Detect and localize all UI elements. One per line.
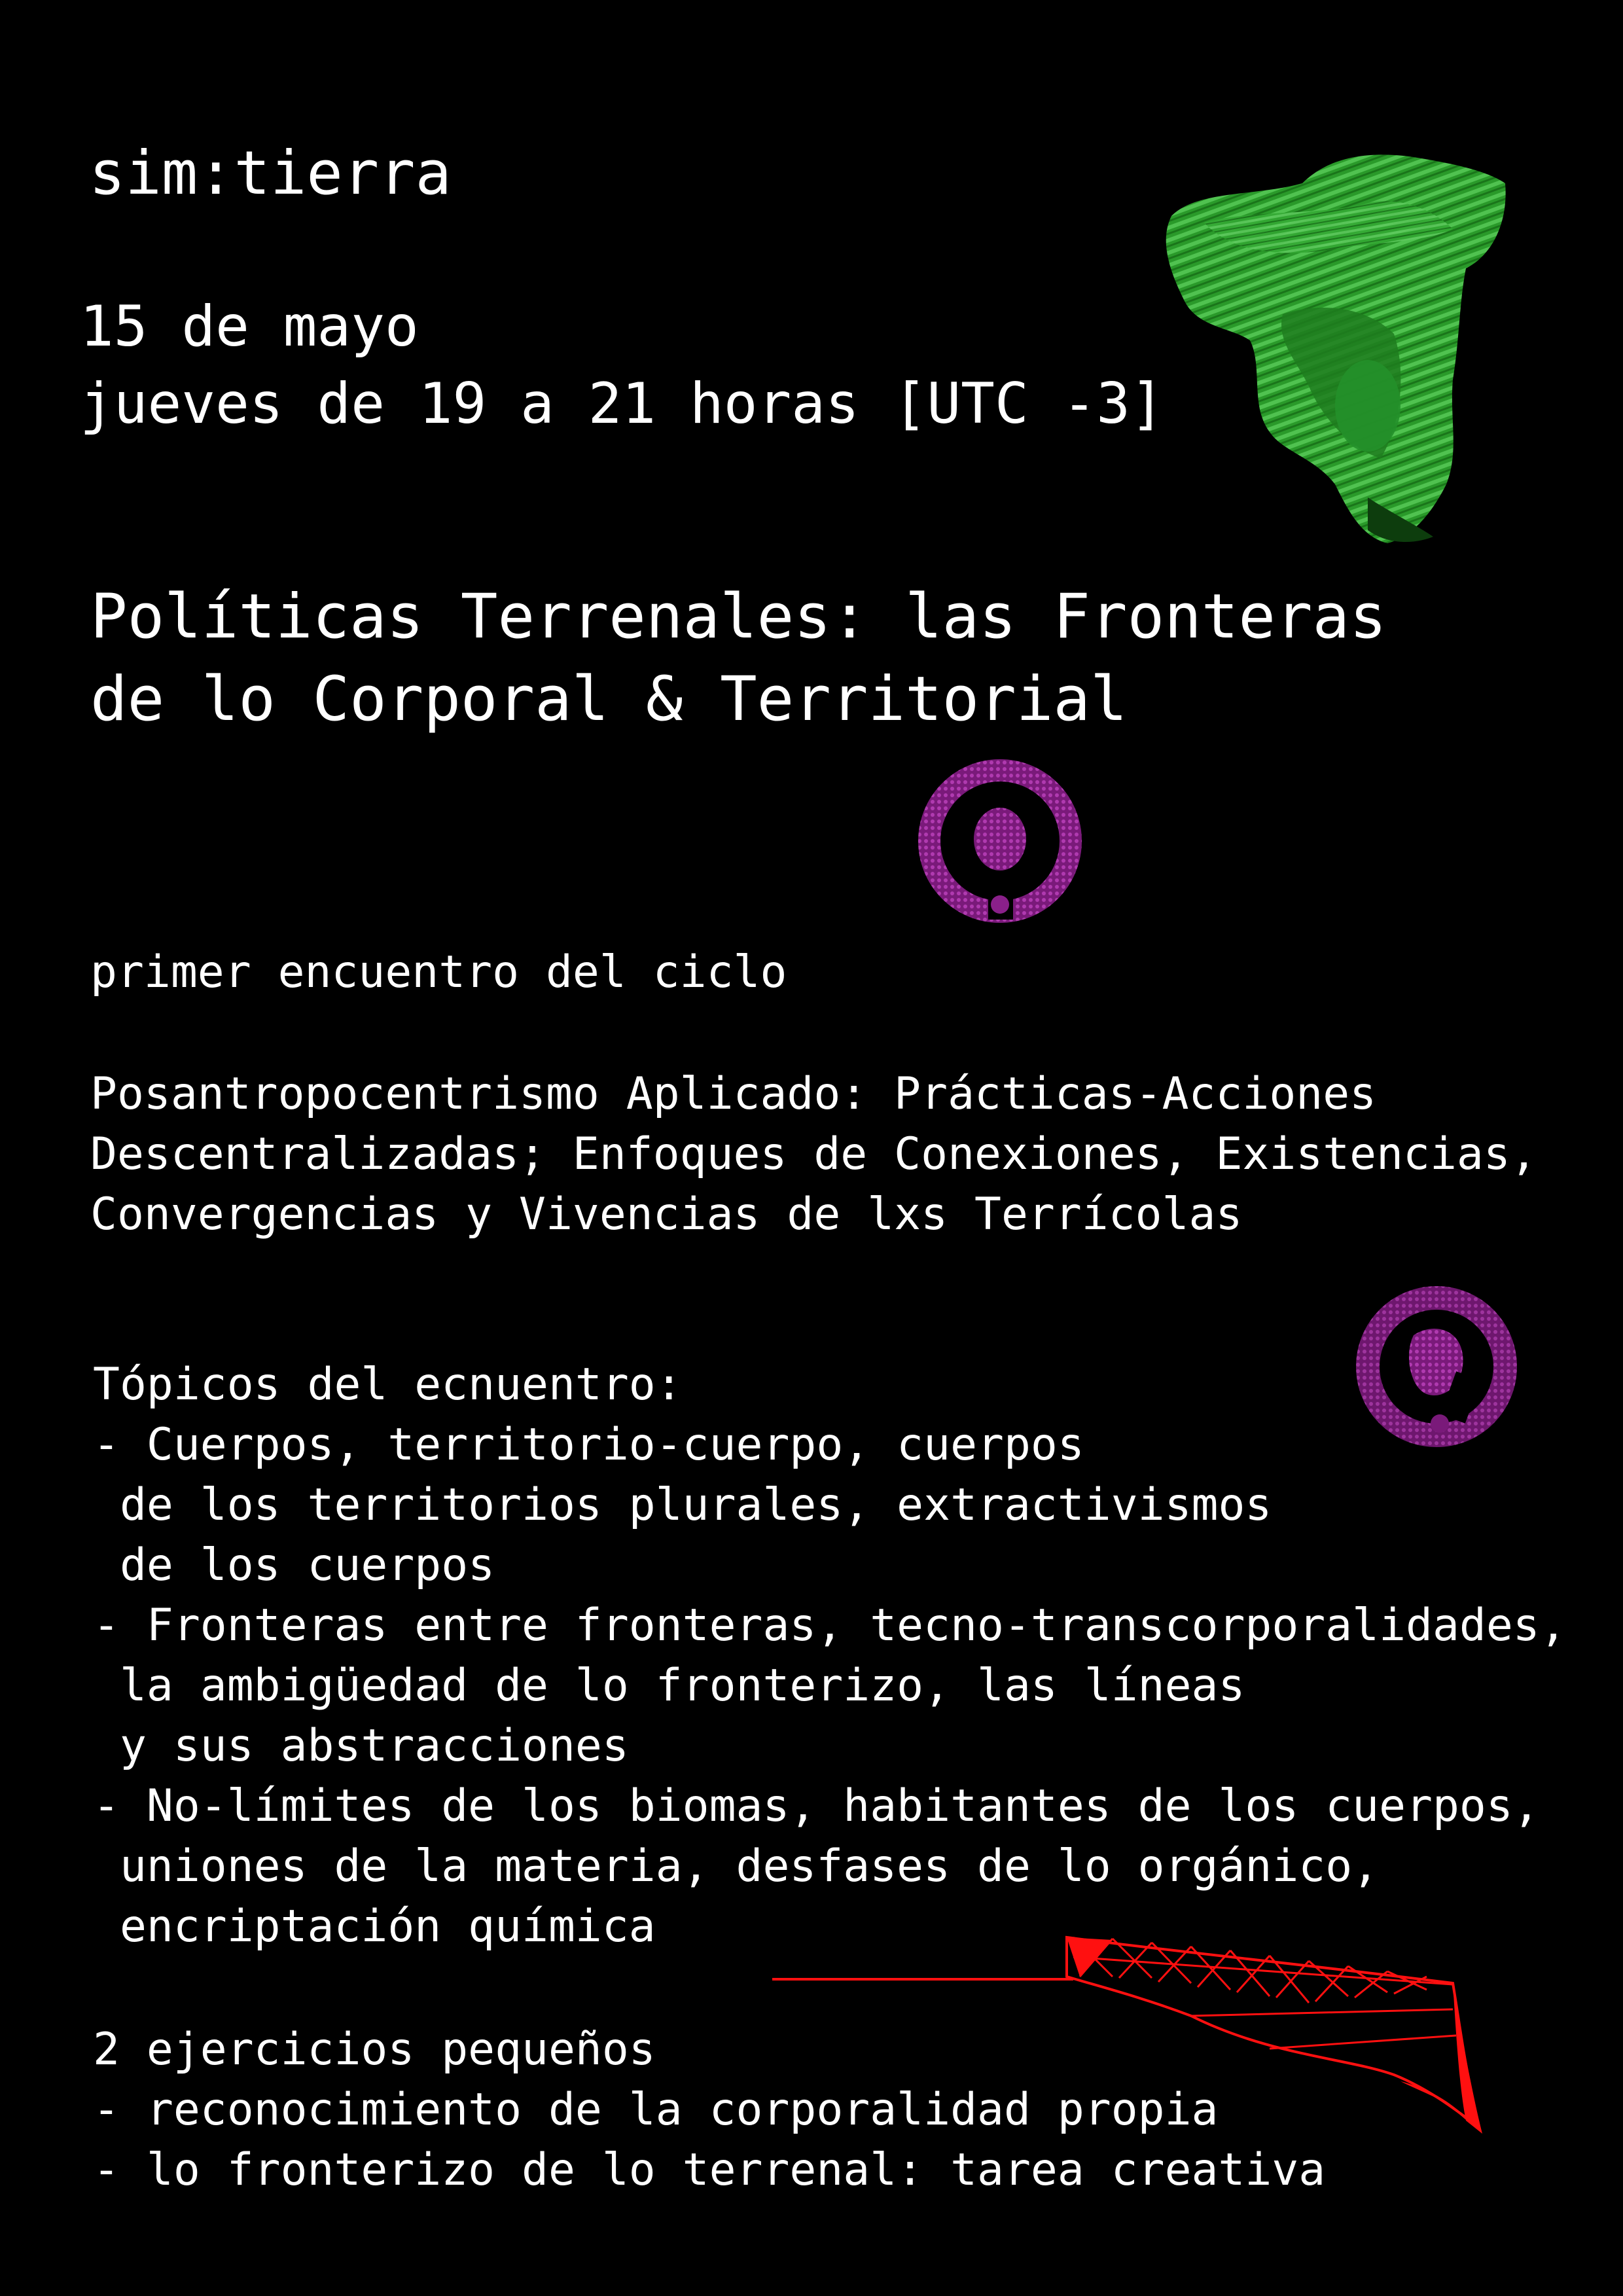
topic-line: y sus abstracciones <box>93 1720 629 1772</box>
topic-line: uniones de la materia, desfases de lo orgánico, <box>93 1840 1380 1892</box>
title-line-1: Políticas Terrenales: las Fronteras <box>90 581 1387 653</box>
topic-line: de los cuerpos <box>93 1539 495 1591</box>
topics-section <box>93 1355 1567 1957</box>
series-line: Convergencias y Vivencias de lxs Terrícolas <box>90 1189 1243 1240</box>
event-datetime <box>80 288 1164 442</box>
topic-line: de los territorios plurales, extractivismos <box>93 1479 1272 1531</box>
series-description <box>90 1064 1537 1245</box>
purple-ring-art <box>916 759 1086 929</box>
event-title <box>90 576 1387 741</box>
topic-line: - Fronteras entre fronteras, tecno-transcorporalidades, <box>93 1600 1567 1651</box>
exercises-heading: 2 ejercicios pequeños <box>93 2024 656 2075</box>
topic-line: la ambigüedad de lo fronterizo, las líneas <box>93 1660 1245 1712</box>
exercise-item: - lo fronterizo de lo terrenal: tarea creativa <box>93 2144 1326 2196</box>
event-date: 15 de mayo <box>80 294 419 359</box>
topic-line: - Cuerpos, territorio-cuerpo, cuerpos <box>93 1419 1084 1471</box>
topic-line: encriptación química <box>93 1901 656 1952</box>
exercise-item: - reconocimiento de la corporalidad propia <box>93 2084 1219 2136</box>
topics-heading: Tópicos del ecnuentro: <box>93 1359 683 1410</box>
red-bridge-art <box>772 1924 1492 2140</box>
cycle-label: primer encuentro del ciclo <box>90 946 787 998</box>
series-line: Posantropocentrismo Aplicado: Prácticas-Acciones <box>90 1068 1377 1120</box>
brand-name: sim:tierra <box>89 138 452 208</box>
series-line: Descentralizadas; Enfoques de Conexiones, Existencias, <box>90 1128 1537 1180</box>
topic-line: - No-límites de los biomas, habitantes de los cuerpos, <box>93 1780 1540 1832</box>
purple-ring-art <box>1348 1276 1525 1460</box>
event-time: jueves de 19 a 21 horas [UTC -3] <box>80 371 1164 437</box>
green-brushstroke-art <box>1152 144 1518 550</box>
title-line-2: de lo Corporal & Territorial <box>90 664 1128 735</box>
